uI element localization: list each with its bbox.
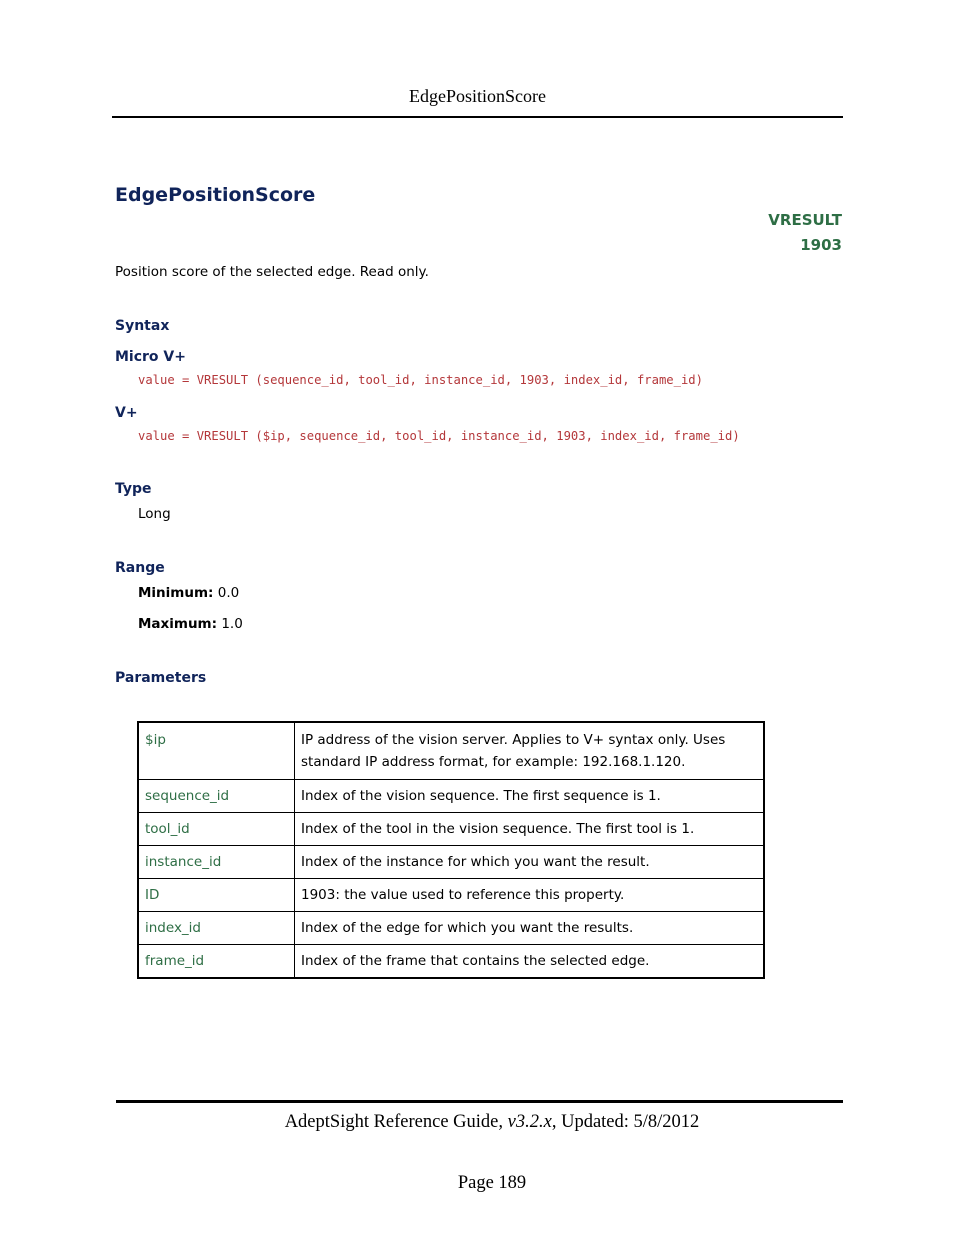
running-header-title: EdgePositionScore <box>409 86 546 106</box>
page-number: Page 189 <box>457 1173 527 1193</box>
param-name: $ip <box>138 722 295 780</box>
param-name: instance_id <box>138 846 295 879</box>
page-title: EdgePositionScore <box>115 184 316 206</box>
property-description: Position score of the selected edge. Read only. <box>115 264 429 280</box>
param-description-line: IP address of the vision server. Applies to V+ syntax only. Uses <box>301 732 726 748</box>
table-row <box>138 780 764 813</box>
range-maximum <box>138 616 243 632</box>
vplus-code: value = VRESULT ($ip, sequence_id, tool_id, instance_id, 1903, index_id, frame_id) <box>138 429 740 443</box>
footer-divider <box>116 1100 843 1103</box>
param-description: Index of the edge for which you want the results. <box>295 912 765 945</box>
param-name: index_id <box>138 912 295 945</box>
table-row <box>138 879 764 912</box>
parameters-heading: Parameters <box>115 670 207 686</box>
table-row <box>138 722 764 780</box>
range-minimum-value: 0.0 <box>217 585 240 601</box>
param-name: frame_id <box>138 945 295 979</box>
syntax-heading: Syntax <box>115 318 170 334</box>
vresult-label: VRESULT <box>768 211 842 229</box>
param-description: Index of the vision sequence. The first sequence is 1. <box>295 780 765 813</box>
footer-guide-name: AdeptSight Reference Guide <box>284 1112 499 1132</box>
range-maximum-label: Maximum: <box>138 616 218 632</box>
type-value: Long <box>138 506 171 522</box>
range-minimum <box>138 585 239 601</box>
type-heading: Type <box>115 481 152 497</box>
table-row <box>138 846 764 879</box>
param-description: Index of the tool in the vision sequence. The first tool is 1. <box>295 813 765 846</box>
footer-guide-info <box>112 1112 872 1133</box>
param-name: sequence_id <box>138 780 295 813</box>
param-description: Index of the frame that contains the selected edge. <box>295 945 765 979</box>
micro-vplus-heading: Micro V+ <box>115 349 186 365</box>
range-minimum-label: Minimum: <box>138 585 214 601</box>
footer-version: , v3.2.x <box>498 1112 552 1132</box>
param-description-line: standard IP address format, for example: 192.168.1.120. <box>301 754 686 770</box>
vresult-block <box>768 208 842 258</box>
table-row <box>138 945 764 979</box>
vresult-id: 1903 <box>800 236 842 254</box>
footer-updated: , Updated: 5/8/2012 <box>551 1112 700 1132</box>
param-name: ID <box>138 879 295 912</box>
param-description: 1903: the value used to reference this property. <box>295 879 765 912</box>
range-heading: Range <box>115 560 165 576</box>
vplus-heading: V+ <box>115 405 138 421</box>
param-description: Index of the instance for which you want the result. <box>295 846 765 879</box>
table-row <box>138 912 764 945</box>
param-name: tool_id <box>138 813 295 846</box>
table-row <box>138 813 764 846</box>
micro-vplus-code: value = VRESULT (sequence_id, tool_id, instance_id, 1903, index_id, frame_id) <box>138 373 703 387</box>
range-maximum-value: 1.0 <box>221 616 243 632</box>
param-description <box>295 722 765 780</box>
header-divider <box>112 116 843 118</box>
parameters-table <box>137 721 765 979</box>
